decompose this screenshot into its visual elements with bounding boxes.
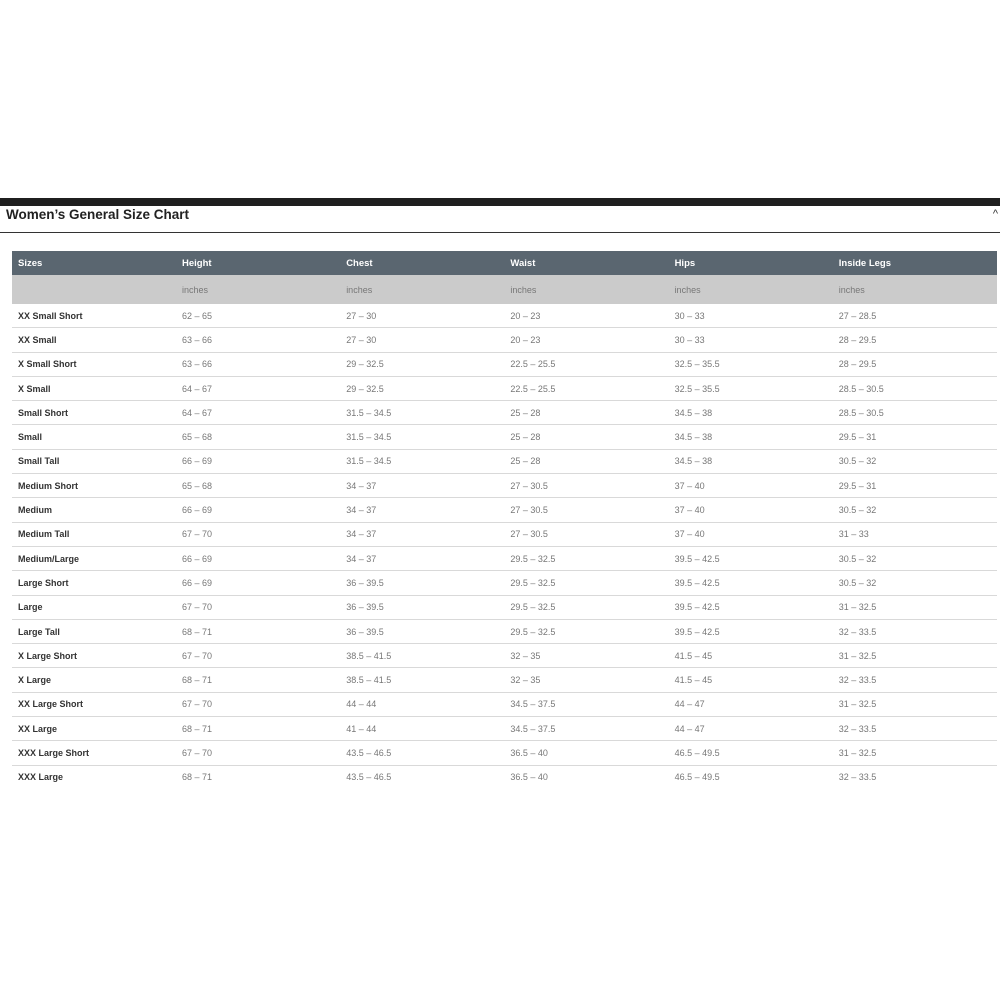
size-name-cell: X Small Short xyxy=(12,352,176,376)
measurement-cell: 34.5 – 38 xyxy=(669,449,833,473)
measurement-cell: 27 – 30 xyxy=(340,328,504,352)
measurement-cell: 25 – 28 xyxy=(504,449,668,473)
measurement-cell: 66 – 69 xyxy=(176,546,340,570)
measurement-cell: 34.5 – 37.5 xyxy=(504,717,668,741)
measurement-cell: 67 – 70 xyxy=(176,741,340,765)
unit-cell: inches xyxy=(504,275,668,304)
measurement-cell: 27 – 30 xyxy=(340,304,504,328)
measurement-cell: 31 – 32.5 xyxy=(833,741,997,765)
measurement-cell: 32 – 35 xyxy=(504,644,668,668)
unit-cell: inches xyxy=(176,275,340,304)
size-name-cell: Medium Short xyxy=(12,474,176,498)
table-row xyxy=(12,474,997,498)
measurement-cell: 28 – 29.5 xyxy=(833,352,997,376)
measurement-cell: 27 – 28.5 xyxy=(833,304,997,328)
measurement-cell: 20 – 23 xyxy=(504,304,668,328)
measurement-cell: 29 – 32.5 xyxy=(340,352,504,376)
measurement-cell: 67 – 70 xyxy=(176,595,340,619)
measurement-cell: 65 – 68 xyxy=(176,425,340,449)
measurement-cell: 32.5 – 35.5 xyxy=(669,352,833,376)
size-name-cell: Medium Tall xyxy=(12,522,176,546)
measurement-cell: 46.5 – 49.5 xyxy=(674,772,720,783)
column-header-hips: Hips xyxy=(669,251,833,275)
table-row xyxy=(12,765,997,789)
units-row xyxy=(12,275,997,304)
measurement-cell: 63 – 66 xyxy=(176,352,340,376)
table-row xyxy=(12,352,997,376)
chevron-up-icon[interactable]: ^ xyxy=(992,208,998,220)
measurement-cell: 64 – 67 xyxy=(176,376,340,400)
measurement-cell: 36 – 39.5 xyxy=(340,595,504,619)
unit-cell: inches xyxy=(833,275,997,304)
table-row xyxy=(12,546,997,570)
table-row xyxy=(12,449,997,473)
measurement-cell: 41.5 – 45 xyxy=(669,644,833,668)
measurement-cell: 31 – 32.5 xyxy=(833,692,997,716)
column-header-inside-legs: Inside Legs xyxy=(833,251,997,275)
measurement-cell: 38.5 – 41.5 xyxy=(340,668,504,692)
column-header-height: Height xyxy=(176,251,340,275)
unit-cell: inches xyxy=(340,275,504,304)
size-name-cell: XX Small Short xyxy=(12,304,176,328)
measurement-cell: 30.5 – 32 xyxy=(833,546,997,570)
measurement-cell: 29.5 – 32.5 xyxy=(504,546,668,570)
size-name-cell: XXX Large xyxy=(18,772,64,783)
measurement-cell: 29.5 – 32.5 xyxy=(504,595,668,619)
table-row xyxy=(12,425,997,449)
column-header-waist: Waist xyxy=(504,251,668,275)
measurement-cell: 30.5 – 32 xyxy=(833,498,997,522)
measurement-cell: 32 – 35 xyxy=(504,668,668,692)
measurement-cell: 29.5 – 32.5 xyxy=(504,619,668,643)
measurement-cell: 62 – 65 xyxy=(176,304,340,328)
table-row xyxy=(12,644,997,668)
measurement-cell: 34 – 37 xyxy=(340,546,504,570)
measurement-cell: 44 – 47 xyxy=(669,692,833,716)
size-chart-table xyxy=(12,251,997,789)
measurement-cell: 39.5 – 42.5 xyxy=(669,571,833,595)
column-header-chest: Chest xyxy=(340,251,504,275)
measurement-cell: 32 – 33.5 xyxy=(833,717,997,741)
measurement-cell: 38.5 – 41.5 xyxy=(340,644,504,668)
measurement-cell: 36 – 39.5 xyxy=(340,571,504,595)
measurement-cell: 25 – 28 xyxy=(504,401,668,425)
measurement-cell: 34.5 – 37.5 xyxy=(504,692,668,716)
measurement-cell: 29.5 – 32.5 xyxy=(504,571,668,595)
top-divider-bar xyxy=(0,198,1000,206)
table-row xyxy=(12,619,997,643)
measurement-cell: 34.5 – 38 xyxy=(669,425,833,449)
measurement-cell: 43.5 – 46.5 xyxy=(340,741,504,765)
measurement-cell: 65 – 68 xyxy=(176,474,340,498)
measurement-cell: 22.5 – 25.5 xyxy=(504,352,668,376)
measurement-cell: 36.5 – 40 xyxy=(504,741,668,765)
measurement-cell: 37 – 40 xyxy=(669,474,833,498)
unit-cell xyxy=(12,275,176,304)
measurement-cell: 20 – 23 xyxy=(504,328,668,352)
size-name-cell: XX Small xyxy=(12,328,176,352)
measurement-cell: 68 – 71 xyxy=(176,619,340,643)
unit-cell: inches xyxy=(669,275,833,304)
size-name-cell: Large Tall xyxy=(12,619,176,643)
measurement-cell: 34.5 – 38 xyxy=(669,401,833,425)
measurement-cell: 39.5 – 42.5 xyxy=(669,546,833,570)
measurement-cell: 34 – 37 xyxy=(340,498,504,522)
size-name-cell: Large Short xyxy=(12,571,176,595)
measurement-cell: 39.5 – 42.5 xyxy=(669,619,833,643)
size-name-cell: X Large Short xyxy=(12,644,176,668)
size-name-cell: Medium xyxy=(12,498,176,522)
measurement-cell: 31 – 32.5 xyxy=(833,595,997,619)
size-name-cell: Small Short xyxy=(12,401,176,425)
measurement-cell: 31 – 33 xyxy=(833,522,997,546)
measurement-cell: 27 – 30.5 xyxy=(504,474,668,498)
table-row xyxy=(12,571,997,595)
measurement-cell: 28.5 – 30.5 xyxy=(833,401,997,425)
size-name-cell: XX Large xyxy=(12,717,176,741)
measurement-cell: 37 – 40 xyxy=(669,522,833,546)
measurement-cell: 68 – 71 xyxy=(182,772,213,783)
measurement-cell: 32.5 – 35.5 xyxy=(669,376,833,400)
table-row xyxy=(12,376,997,400)
table-row xyxy=(12,498,997,522)
size-name-cell: X Small xyxy=(12,376,176,400)
measurement-cell: 28 – 29.5 xyxy=(833,328,997,352)
table-row xyxy=(12,717,997,741)
measurement-cell: 31 – 32.5 xyxy=(833,644,997,668)
measurement-cell: 64 – 67 xyxy=(176,401,340,425)
measurement-cell: 67 – 70 xyxy=(176,644,340,668)
measurement-cell: 30 – 33 xyxy=(669,304,833,328)
table-row xyxy=(12,741,997,765)
measurement-cell: 41 – 44 xyxy=(340,717,504,741)
measurement-cell: 31.5 – 34.5 xyxy=(340,449,504,473)
measurement-cell: 67 – 70 xyxy=(176,522,340,546)
table-row xyxy=(12,595,997,619)
table-row xyxy=(12,401,997,425)
measurement-cell: 22.5 – 25.5 xyxy=(504,376,668,400)
measurement-cell: 25 – 28 xyxy=(504,425,668,449)
header-row xyxy=(12,251,997,275)
measurement-cell: 29 – 32.5 xyxy=(340,376,504,400)
size-name-cell: XXX Large Short xyxy=(12,741,176,765)
measurement-cell: 66 – 69 xyxy=(176,449,340,473)
size-name-cell: Medium/Large xyxy=(12,546,176,570)
measurement-cell: 43.5 – 46.5 xyxy=(346,772,392,783)
measurement-cell: 32 – 33.5 xyxy=(833,668,997,692)
size-name-cell: Small Tall xyxy=(12,449,176,473)
measurement-cell: 68 – 71 xyxy=(176,668,340,692)
measurement-cell: 32 – 33.5 xyxy=(838,772,877,783)
measurement-cell: 66 – 69 xyxy=(176,498,340,522)
measurement-cell: 31.5 – 34.5 xyxy=(340,401,504,425)
measurement-cell: 36 – 39.5 xyxy=(340,619,504,643)
measurement-cell: 30.5 – 32 xyxy=(833,571,997,595)
measurement-cell: 46.5 – 49.5 xyxy=(669,741,833,765)
size-chart-accordion-header[interactable] xyxy=(0,206,1000,233)
measurement-cell: 28.5 – 30.5 xyxy=(833,376,997,400)
size-chart-table-container xyxy=(12,251,997,789)
measurement-cell: 63 – 66 xyxy=(176,328,340,352)
table-row xyxy=(12,692,997,716)
measurement-cell: 30.5 – 32 xyxy=(833,449,997,473)
size-name-cell: Small xyxy=(12,425,176,449)
table-row xyxy=(12,522,997,546)
measurement-cell: 34 – 37 xyxy=(340,474,504,498)
measurement-cell: 36.5 – 40 xyxy=(510,772,548,783)
table-row xyxy=(12,328,997,352)
measurement-cell: 68 – 71 xyxy=(176,717,340,741)
measurement-cell: 37 – 40 xyxy=(669,498,833,522)
section-title: Women’s General Size Chart xyxy=(6,207,190,222)
measurement-cell: 27 – 30.5 xyxy=(504,522,668,546)
size-name-cell: XX Large Short xyxy=(12,692,176,716)
measurement-cell: 66 – 69 xyxy=(176,571,340,595)
table-row xyxy=(12,668,997,692)
measurement-cell: 67 – 70 xyxy=(176,692,340,716)
measurement-cell: 31.5 – 34.5 xyxy=(340,425,504,449)
measurement-cell: 44 – 44 xyxy=(340,692,504,716)
measurement-cell: 29.5 – 31 xyxy=(833,425,997,449)
measurement-cell: 39.5 – 42.5 xyxy=(669,595,833,619)
table-row xyxy=(12,304,997,328)
measurement-cell: 44 – 47 xyxy=(669,717,833,741)
size-name-cell: X Large xyxy=(12,668,176,692)
measurement-cell: 29.5 – 31 xyxy=(833,474,997,498)
column-header-sizes: Sizes xyxy=(12,251,176,275)
measurement-cell: 27 – 30.5 xyxy=(504,498,668,522)
measurement-cell: 41.5 – 45 xyxy=(669,668,833,692)
size-name-cell: Large xyxy=(12,595,176,619)
size-rows xyxy=(12,304,997,789)
measurement-cell: 32 – 33.5 xyxy=(833,619,997,643)
measurement-cell: 34 – 37 xyxy=(340,522,504,546)
measurement-cell: 30 – 33 xyxy=(669,328,833,352)
